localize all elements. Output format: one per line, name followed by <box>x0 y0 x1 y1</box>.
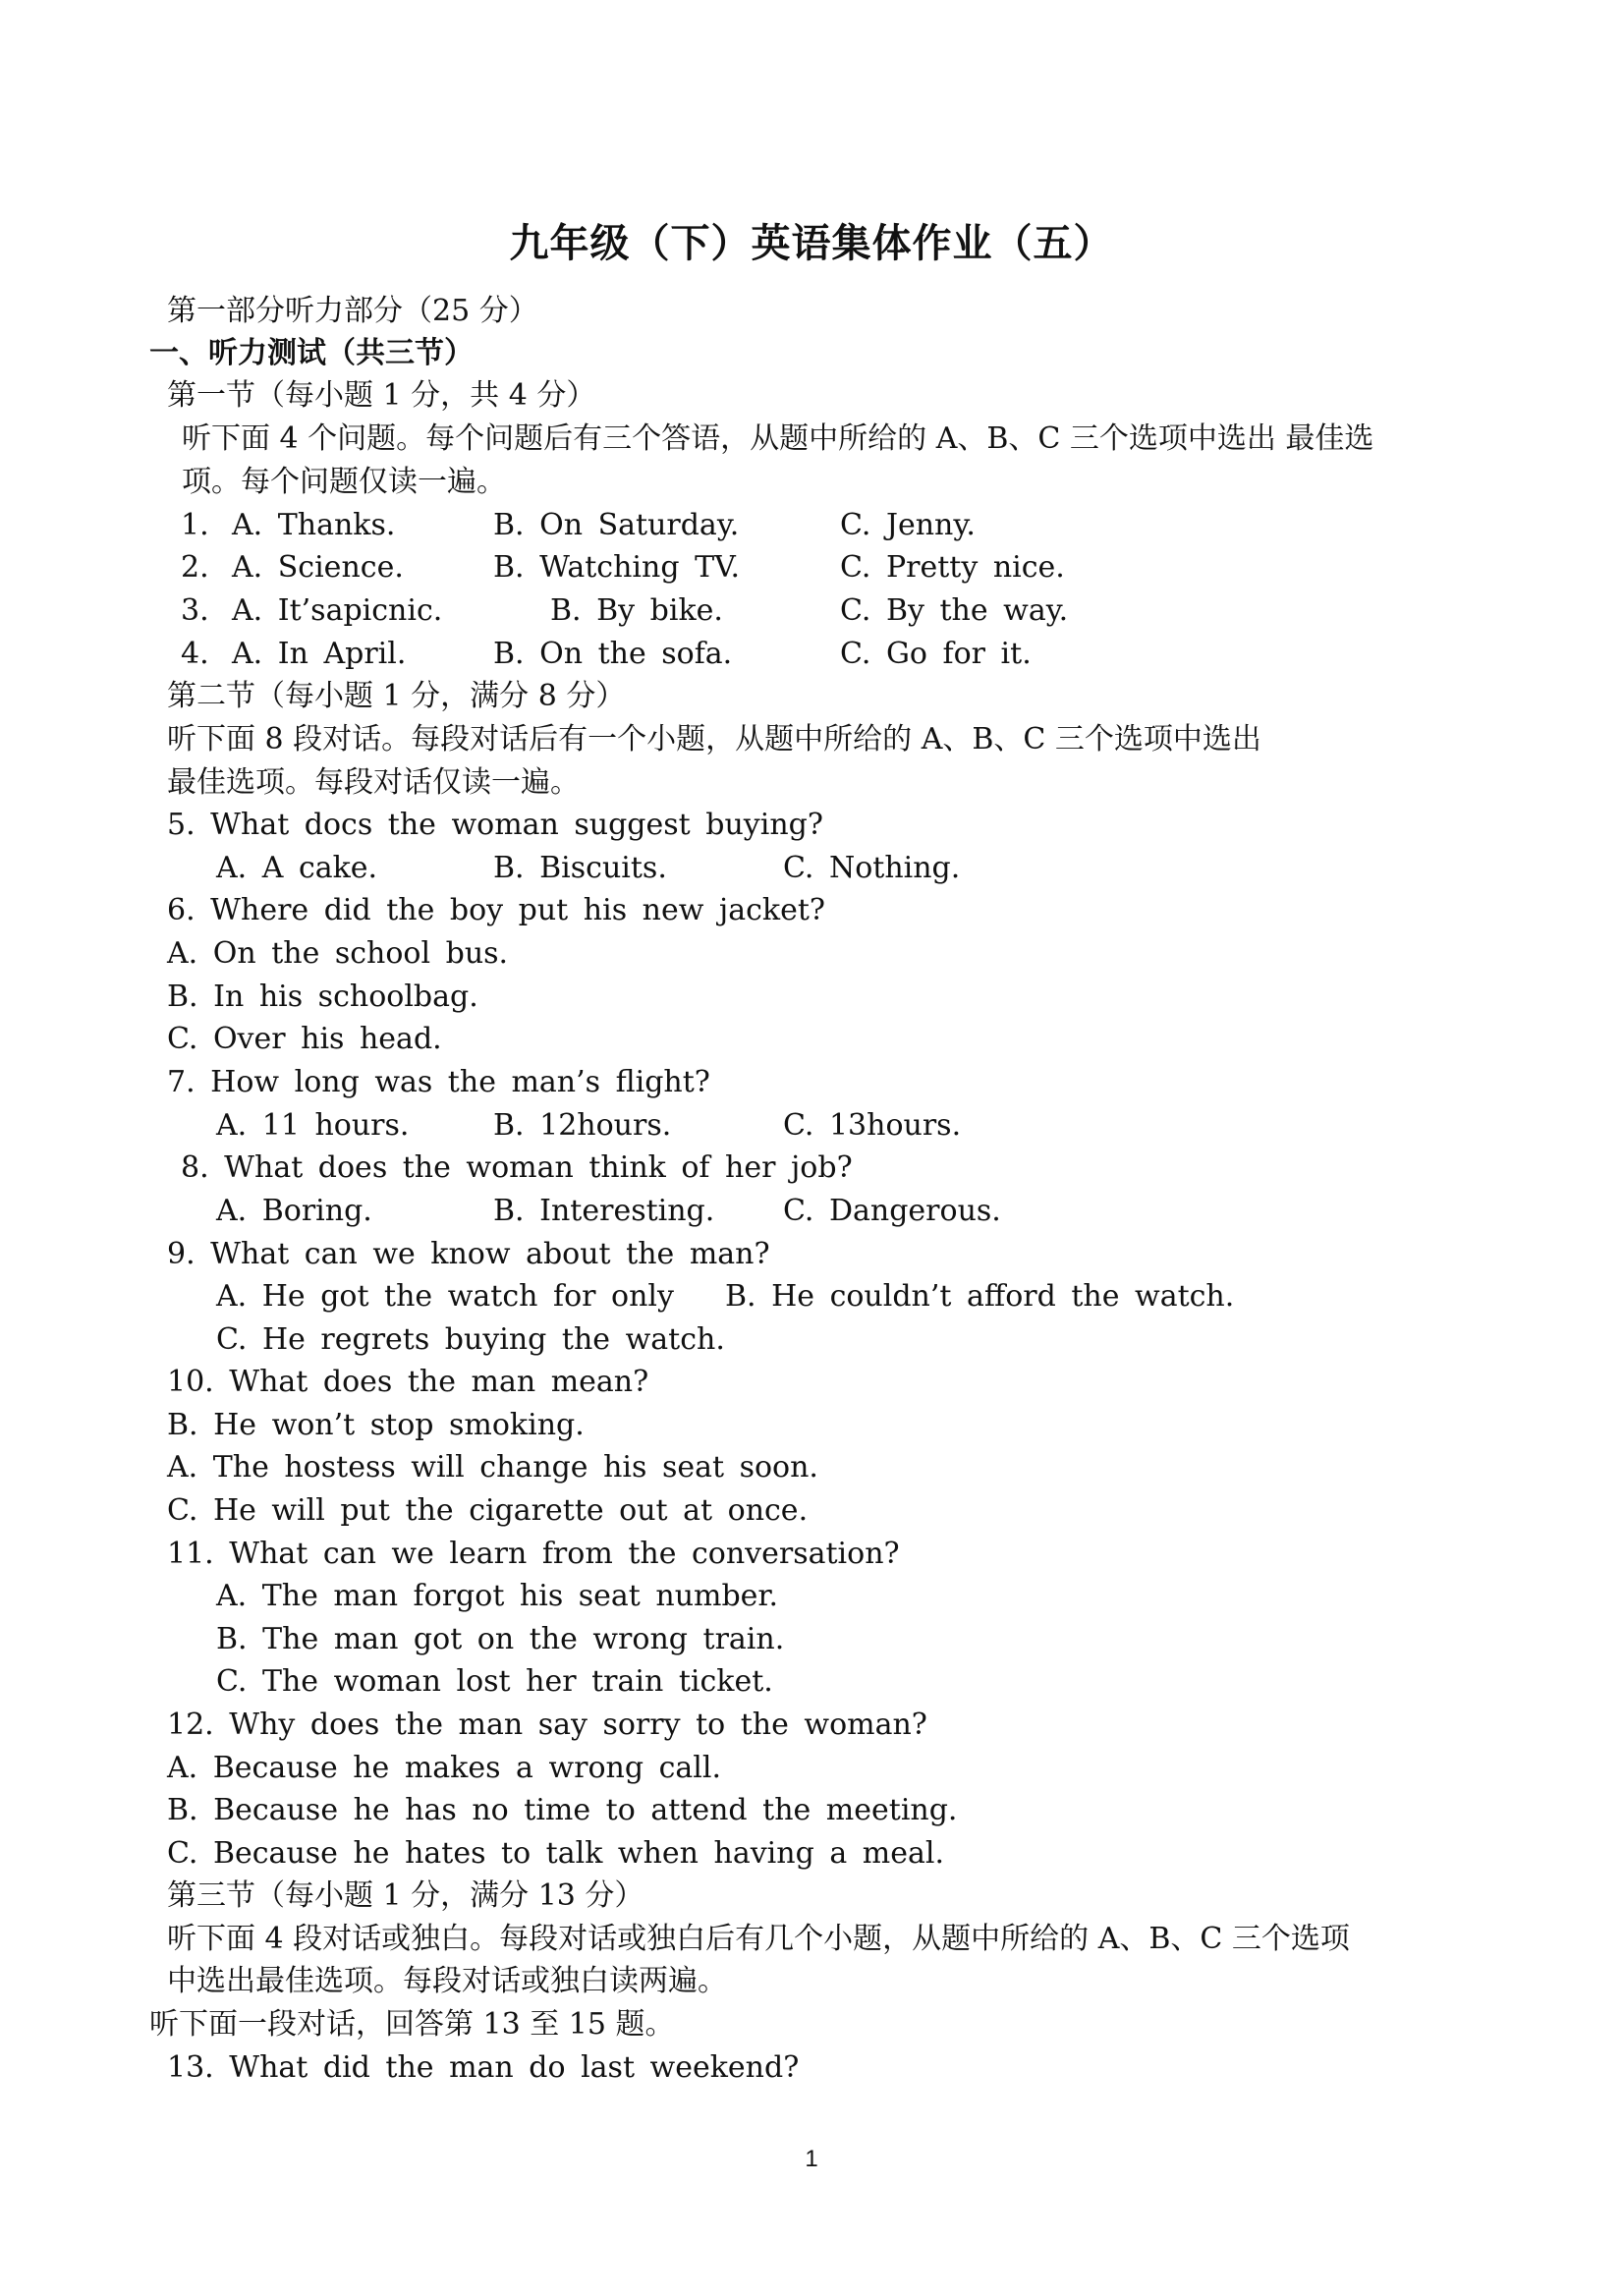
q8-option-c: C. Dangerous. <box>783 1194 1001 1228</box>
sec3-sub-instruction: 听下面一段对话，回答第 13 至 15 题。 <box>149 2007 675 2042</box>
q2-number: 2. <box>181 550 209 585</box>
q9-option-a: A. He got the watch for only <box>216 1279 674 1314</box>
q11-option-b: B. The man got on the wrong train. <box>216 1622 785 1656</box>
q10-option-b: B. He won’t stop smoking. <box>167 1408 585 1442</box>
sec2-instruction-line2: 最佳选项。每段对话仅读一遍。 <box>167 765 580 800</box>
q12-option-b: B. Because he has no time to attend the meeting. <box>167 1793 958 1827</box>
sec1-heading: 第一节（每小题 1 分，共 4 分） <box>167 378 596 413</box>
sec3-instruction-line1: 听下面 4 段对话或独白。每段对话或独白后有几个小题，从题中所给的 A、B、C 三个选项 <box>167 1922 1350 1956</box>
q12-option-c: C. Because he hates to talk when having a meal. <box>167 1836 944 1871</box>
q11-option-a: A. The man forgot his seat number. <box>216 1579 779 1613</box>
part1-heading: 第一部分听力部分（25 分） <box>167 294 538 328</box>
q9-option-c: C. He regrets buying the watch. <box>216 1322 725 1357</box>
q4-option-c: C. Go for it. <box>840 637 1032 671</box>
q1-option-a: A. Thanks. <box>232 508 396 542</box>
q3-option-c: C. By the way. <box>840 593 1069 628</box>
q5-option-a: A. A cake. <box>216 851 378 885</box>
q7-option-b: B. 12hours. <box>493 1108 672 1143</box>
q11-option-c: C. The woman lost her train ticket. <box>216 1664 773 1699</box>
q12-text: 12. Why does the man say sorry to the woman? <box>167 1708 927 1742</box>
page-number: 1 <box>805 2146 818 2172</box>
q10-text: 10. What does the man mean? <box>167 1365 649 1399</box>
q6-text: 6. Where did the boy put his new jacket? <box>167 893 825 927</box>
q11-text: 11. What can we learn from the conversation? <box>167 1537 900 1571</box>
q8-option-a: A. Boring. <box>216 1194 372 1228</box>
sec3-instruction-line2: 中选出最佳选项。每段对话或独白读两遍。 <box>167 1964 727 1998</box>
document-title: 九年级（下）英语集体作业（五） <box>509 220 1114 266</box>
q5-option-b: B. Biscuits. <box>493 851 667 885</box>
q13-text: 13. What did the man do last weekend? <box>167 2050 800 2085</box>
q4-option-a: A. In April. <box>232 637 407 671</box>
q6-option-a: A. On the school bus. <box>167 936 509 971</box>
q2-option-b: B. Watching TV. <box>493 550 741 585</box>
section-heading: 一、听力测试（共三节） <box>149 336 474 370</box>
q1-option-b: B. On Saturday. <box>493 508 740 542</box>
q4-number: 4. <box>181 637 209 671</box>
sec1-instruction-line2: 项。每个问题仅读一遍。 <box>182 465 506 499</box>
q3-number: 3. <box>181 593 209 628</box>
sec3-heading: 第三节（每小题 1 分，满分 13 分） <box>167 1878 644 1913</box>
q8-text: 8. What does the woman think of her job? <box>181 1150 853 1185</box>
q8-option-b: B. Interesting. <box>493 1194 715 1228</box>
q5-text: 5. What docs the woman suggest buying? <box>167 808 823 842</box>
q6-option-c: C. Over his head. <box>167 1022 442 1056</box>
q1-option-c: C. Jenny. <box>840 508 976 542</box>
q12-option-a: A. Because he makes a wrong call. <box>167 1751 722 1785</box>
sec1-instruction-line1: 听下面 4 个问题。每个问题后有三个答语，从题中所给的 A、B、C 三个选项中选出 最佳选 <box>182 421 1374 456</box>
q10-option-a: A. The hostess will change his seat soon. <box>167 1450 818 1484</box>
q2-option-c: C. Pretty nice. <box>840 550 1065 585</box>
q1-number: 1. <box>181 508 209 542</box>
q7-option-c: C. 13hours. <box>783 1108 962 1143</box>
q4-option-b: B. On the sofa. <box>493 637 733 671</box>
q3-option-a: A. It’sapicnic. <box>232 593 443 628</box>
q9-text: 9. What can we know about the man? <box>167 1237 770 1271</box>
sec2-heading: 第二节（每小题 1 分，满分 8 分） <box>167 679 626 713</box>
q9-option-b: B. He couldn’t afford the watch. <box>725 1279 1235 1314</box>
q2-option-a: A. Science. <box>232 550 404 585</box>
q6-option-b: B. In his schoolbag. <box>167 980 478 1014</box>
q5-option-c: C. Nothing. <box>783 851 961 885</box>
q7-text: 7. How long was the man’s flight? <box>167 1065 710 1099</box>
sec2-instruction-line1: 听下面 8 段对话。每段对话后有一个小题，从题中所给的 A、B、C 三个选项中选出 <box>167 722 1261 756</box>
q7-option-a: A. 11 hours. <box>216 1108 410 1143</box>
q10-option-c: C. He will put the cigarette out at once. <box>167 1493 809 1528</box>
q3-option-b: B. By bike. <box>550 593 723 628</box>
